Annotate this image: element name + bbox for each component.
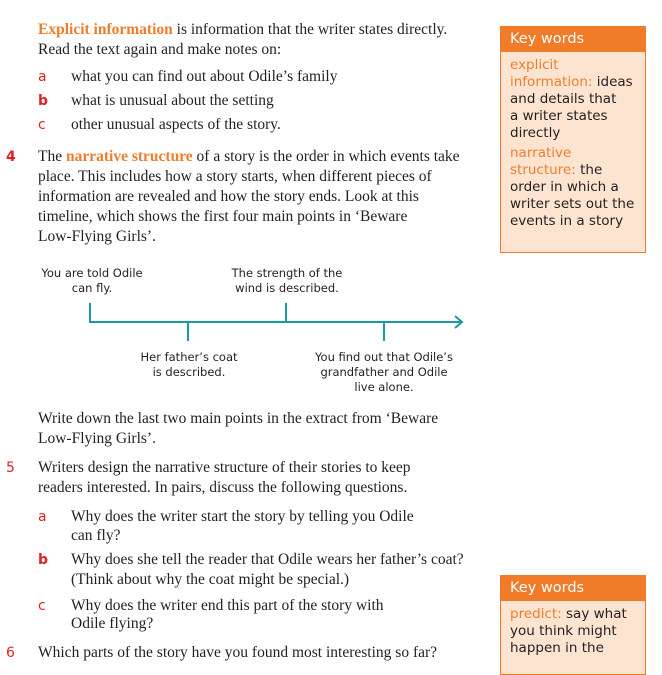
keyword-narrative-structure: narrative structure: the order in which a writer sets out the events in a story — [510, 145, 635, 229]
timeline-point-1: You are told Odile can fly. — [41, 266, 143, 295]
q5-item-c-line-2: Odile flying? — [71, 615, 154, 632]
narrative-structure-term: narrative structure — [65, 148, 193, 165]
q4-line-2: place. This includes how a story starts, when different pieces of — [38, 168, 432, 185]
q5-line-1: Writers design the narrative structure of their stories to keep — [38, 459, 411, 476]
q5-line-2: readers interested. In pairs, discuss the following questions. — [38, 479, 408, 496]
keyword-explicit-information: explicit information: ideas and details that a writer states directly — [510, 57, 633, 141]
key-words-box-1 — [500, 26, 646, 253]
followup-line-1: Write down the last two main points in the extract from ‘Beware — [38, 410, 439, 427]
explicit-information-term: Explicit information — [38, 21, 173, 38]
intro-item-a: what you can find out about Odile’s family — [71, 68, 338, 85]
question-number-5: 5 — [6, 460, 15, 476]
q4-line-5: Low-Flying Girls’. — [38, 228, 156, 245]
timeline-point-3: The strength of the wind is described. — [231, 266, 343, 295]
q6-line: Which parts of the story have you found most interesting so far? — [38, 644, 438, 661]
q4-line-1: The narrative structure of a story is the order in which events take — [38, 148, 460, 165]
q5-item-b-line-1: Why does she tell the reader that Odile wears her father’s coat? — [71, 551, 464, 568]
key-words-box-2 — [500, 575, 646, 675]
timeline-point-2: Her father’s coat is described. — [140, 350, 238, 379]
item-letter-a: a — [38, 69, 47, 85]
q5-item-a-line-1: Why does the writer start the story by telling you Odile — [71, 508, 414, 525]
q5-item-c-line-1: Why does the writer end this part of the story with — [71, 597, 384, 614]
timeline-point-4: You find out that Odile’s grandfather and Odile live alone. — [315, 350, 453, 394]
q5-item-b-line-2: (Think about why the coat might be special.) — [71, 571, 350, 588]
q5-item-a-line-2: can fly? — [71, 527, 121, 544]
item-letter-b: b — [38, 93, 49, 109]
intro-item-b: what is unusual about the setting — [71, 92, 274, 109]
key-words-body-2 — [501, 601, 645, 663]
timeline-axis — [0, 0, 480, 400]
key-words-body — [501, 52, 645, 239]
q5-letter-c: c — [38, 598, 46, 614]
intro-line-1: Explicit information is information that the writer states directly. — [38, 21, 448, 38]
q4-line-4: timeline, which shows the first four main points in ‘Beware — [38, 208, 408, 225]
intro-line-2: Read the text again and make notes on: — [38, 41, 282, 58]
q4-line-3: information are revealed and how the story ends. Look at this — [38, 188, 419, 205]
question-number-4: 4 — [6, 149, 16, 165]
followup-line-2: Low-Flying Girls’. — [38, 430, 156, 447]
item-letter-c: c — [38, 117, 46, 133]
q5-letter-b: b — [38, 552, 49, 568]
key-words-heading: Key words — [501, 27, 645, 52]
q5-letter-a: a — [38, 509, 47, 525]
key-words-heading-2: Key words — [501, 576, 645, 601]
keyword-predict: predict: say what you think might happen in the — [510, 606, 627, 656]
intro-item-c: other unusual aspects of the story. — [71, 116, 281, 133]
question-number-6: 6 — [6, 645, 15, 661]
